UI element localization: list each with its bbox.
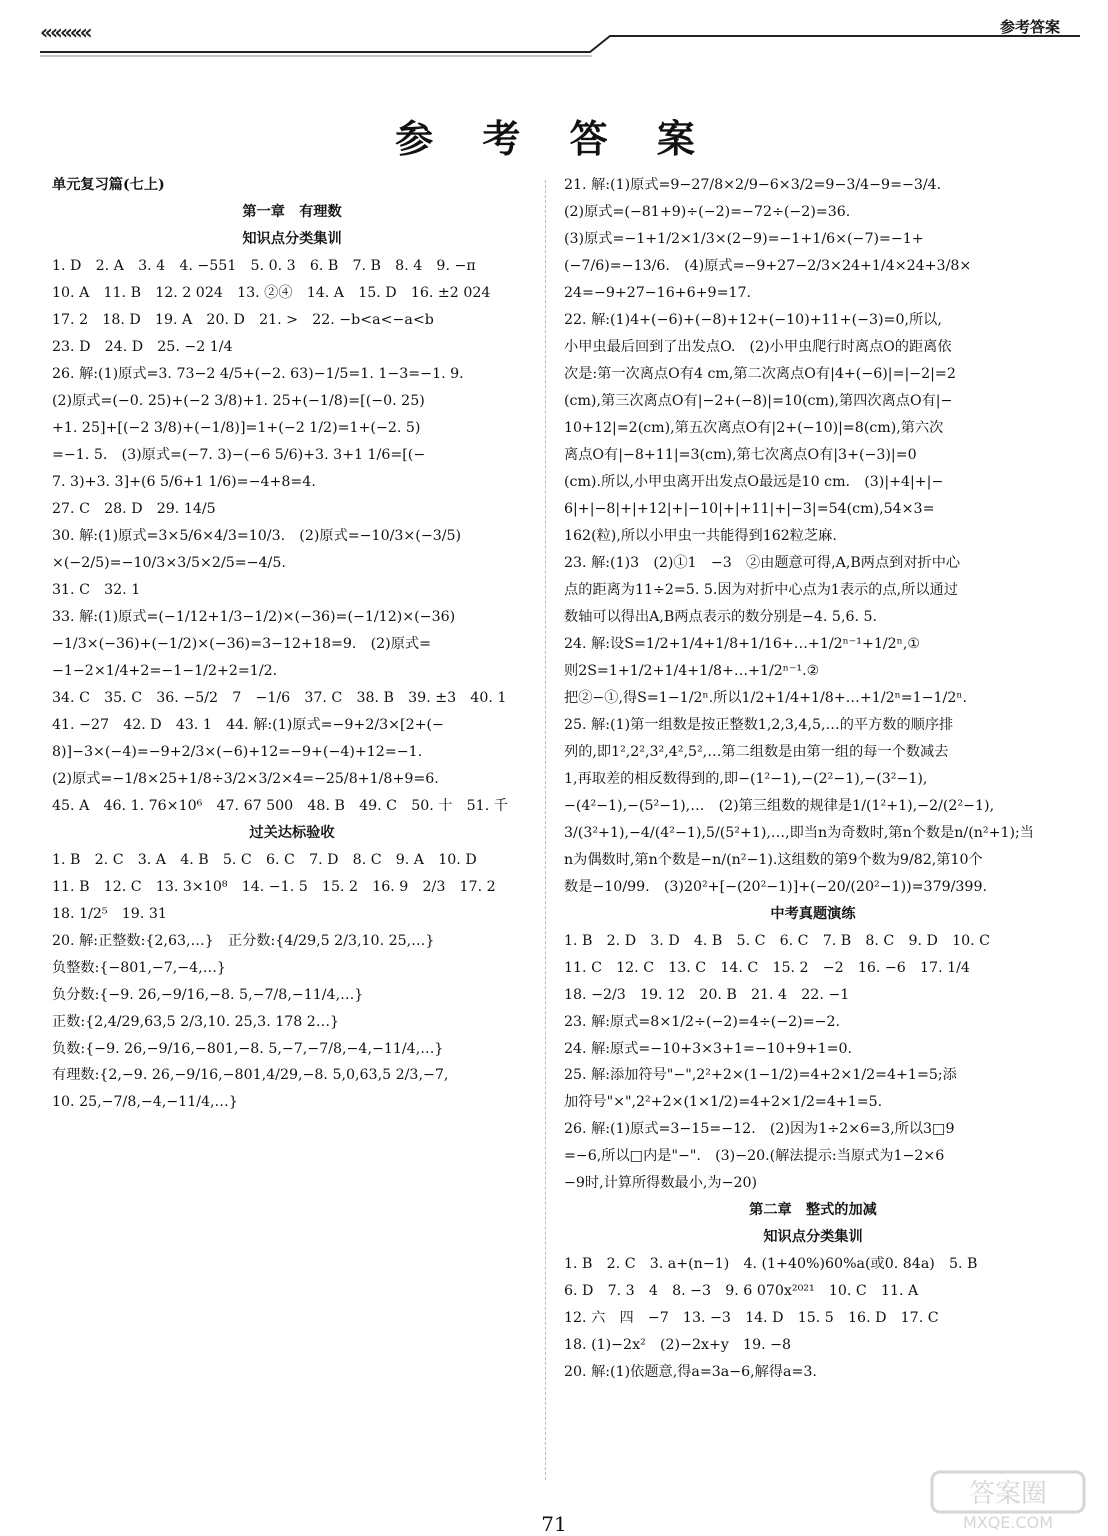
answer-line: n为偶数时,第n个数是−n/(n²−1).这组数的第9个数为9/82,第10个 xyxy=(564,851,983,868)
svg-text:答案圈: 答案圈 xyxy=(968,1479,1048,1509)
answer-line: 45. A 46. 1. 76×10⁶ 47. 67 500 48. B 49. C 50. 十 51. 千 xyxy=(52,797,508,814)
answer-line: 离点O有|−8+11|=3(cm),第七次离点O有|3+(−3)|=0 xyxy=(564,446,917,463)
answer-line: 有理数:{2,−9. 26,−9/16,−801,4/29,−8. 5,0,63,5 2/3,−7, xyxy=(52,1067,449,1084)
unit-heading: 单元复习篇(七上) xyxy=(52,177,165,193)
answer-line: 正数:{2,4/29,63,5 2/3,10. 25,3. 178 2…} xyxy=(52,1013,340,1030)
answer-line: 点的距离为11÷2=5. 5.因为对折中心点为1表示的点,所以通过 xyxy=(564,581,958,598)
answer-line: 10+12|=2(cm),第五次离点O有|2+(−10)|=8(cm),第六次 xyxy=(564,419,944,436)
answer-line: 次是:第一次离点O有4 cm,第二次离点O有|4+(−6)|=|−2|=2 xyxy=(564,365,956,382)
answer-line: 23. 解:(1)3 (2)①1 −3 ②由题意可得,A,B两点到对折中心 xyxy=(564,554,961,571)
answer-line: 3/(3²+1),−4/(4²−1),5/(5²+1),…,即当n为奇数时,第n个数是n/(n²+1);当 xyxy=(564,824,1034,841)
answer-line: −1−2×1/4+2=−1−1/2+2=1/2. xyxy=(52,662,278,679)
answer-line: 11. C 12. C 13. C 14. C 15. 2 −2 16. −6 17. 1/4 xyxy=(564,959,970,976)
answer-line: 6|+|−8|+|+12|+|−10|+|+11|+|−3|=54(cm),54×3= xyxy=(564,500,935,517)
answer-line: 17. 2 18. D 19. A 20. D 21. > 22. −b<a<−a<b xyxy=(52,311,434,328)
answer-line: 数是−10/99. (3)20²+[−(20²−1)]+(−20/(20²−1))=379/399. xyxy=(564,878,987,895)
answer-line: 负整数:{−801,−7,−4,…} xyxy=(52,959,226,976)
answer-line: −1/3×(−36)+(−1/2)×(−36)=3−12+18=9. (2)原式= xyxy=(52,635,431,652)
section-heading: 知识点分类集训 xyxy=(242,230,342,247)
answer-line: 10. A 11. B 12. 2 024 13. ②④ 14. A 15. D 16. ±2 024 xyxy=(52,284,491,301)
answer-line: 1. B 2. C 3. a+(n−1) 4. (1+40%)60%a(或0. 84a) 5. B xyxy=(564,1256,978,1273)
answer-line: 18. −2/3 19. 12 20. B 21. 4 22. −1 xyxy=(564,986,850,1003)
answer-line: 25. 解:(1)第一组数是按正整数1,2,3,4,5,…的平方数的顺序排 xyxy=(564,716,954,733)
answer-line: −(4²−1),−(5²−1),… (2)第三组数的规律是1/(1²+1),−2/(2²−1), xyxy=(564,797,995,814)
answer-line: 列的,即1²,2²,3²,4²,5²,…第二组数是由第一组的每一个数减去 xyxy=(564,743,949,760)
answer-line: −9时,计算所得数最小,为−20) xyxy=(564,1175,758,1192)
answer-line: (cm).所以,小甲虫离开出发点O最远是10 cm. (3)|+4|+|− xyxy=(564,473,944,490)
section-heading: 知识点分类集训 xyxy=(763,1229,863,1246)
answer-line: 10. 25,−7/8,−4,−11/4,…} xyxy=(52,1094,238,1111)
answer-line: 1. D 2. A 3. 4 4. −551 5. 0. 3 6. B 7. B 8. 4 9. −π xyxy=(52,257,476,274)
section-heading: 中考真题演练 xyxy=(770,905,856,922)
answer-line: 26. 解:(1)原式=3. 73−2 4/5+(−2. 63)−1/5=1. 1−3=−1. 9. xyxy=(52,365,464,382)
answer-line: 1. B 2. C 3. A 4. B 5. C 6. C 7. D 8. C 9. A 10. D xyxy=(52,851,477,868)
answer-line: 25. 解:添加符号"−",2²+2×(1−1/2)=4+2×1/2=4+1=5;添 xyxy=(564,1067,957,1084)
answer-line: 7. 3)+3. 3]+(6 5/6+1 1/6)=−4+8=4. xyxy=(52,473,316,490)
answer-line: 30. 解:(1)原式=3×5/6×4/3=10/3. (2)原式=−10/3×(−3/5) xyxy=(52,527,462,544)
header-label: 参考答案 xyxy=(999,18,1060,36)
answer-line: 33. 解:(1)原式=(−1/12+1/3−1/2)×(−36)=(−1/12)×(−36) xyxy=(52,608,456,625)
answer-line: 加符号"×",2²+2×(1×1/2)=4+2×1/2=4+1=5. xyxy=(564,1094,883,1111)
answer-line: 则2S=1+1/2+1/4+1/8+…+1/2ⁿ⁻¹.② xyxy=(564,662,820,679)
answer-line: 小甲虫最后回到了出发点O. (2)小甲虫爬行时离点O的距离依 xyxy=(564,338,952,355)
answer-line: 1. B 2. D 3. D 4. B 5. C 6. C 7. B 8. C 9. D 10. C xyxy=(564,932,990,949)
answer-line: 18. (1)−2x² (2)−2x+y 19. −8 xyxy=(564,1337,792,1354)
answer-line: 1,再取差的相反数得到的,即−(1²−1),−(2²−1),−(3²−1), xyxy=(564,770,928,787)
answer-line: (2)原式=(−81+9)÷(−2)=−72÷(−2)=36. xyxy=(564,203,851,220)
section-heading: 第一章 有理数 xyxy=(242,203,342,220)
answer-line: =−1. 5. (3)原式=(−7. 3)−(−6 5/6)+3. 3+1 1/6=[(− xyxy=(52,446,426,463)
answer-line: 把②−①,得S=1−1/2ⁿ.所以1/2+1/4+1/8+…+1/2ⁿ=1−1/2ⁿ. xyxy=(564,689,968,706)
answer-line: 6. D 7. 3 4 8. −3 9. 6 070x²⁰²¹ 10. C 11. A xyxy=(564,1283,919,1300)
answer-line: 26. 解:(1)原式=3−15=−12. (2)因为1÷2×6=3,所以3□9 xyxy=(564,1121,955,1138)
answer-line: 21. 解:(1)原式=9−27/8×2/9−6×3/2=9−3/4−9=−3/4. xyxy=(564,177,942,193)
answer-line: 34. C 35. C 36. −5/2 7 −1/6 37. C 38. B 39. ±3 40. 1 xyxy=(52,689,507,706)
answer-line: 数轴可以得出A,B两点表示的数分别是−4. 5,6. 5. xyxy=(564,608,878,625)
answer-line: 27. C 28. D 29. 14/5 xyxy=(52,500,216,517)
answer-line: 20. 解:(1)依题意,得a=3a−6,解得a=3. xyxy=(564,1364,817,1381)
answer-line: (2)原式=−1/8×25+1/8÷3/2×3/2×4=−25/8+1/8+9=6. xyxy=(52,770,439,787)
answer-line: ×(−2/5)=−10/3×3/5×2/5=−4/5. xyxy=(52,554,286,571)
svg-text:MXQE.COM: MXQE.COM xyxy=(962,1513,1054,1532)
answer-line: 8)]−3×(−4)=−9+2/3×(−6)+12=−9+(−4)+12=−1. xyxy=(52,743,423,760)
answer-line: 20. 解:正整数:{2,63,…} 正分数:{4/29,5 2/3,10. 25,…} xyxy=(52,932,435,949)
header-decoration xyxy=(0,0,1108,70)
section-heading: 过关达标验收 xyxy=(249,824,335,841)
answer-line: (cm),第三次离点O有|−2+(−8)|=10(cm),第四次离点O有|− xyxy=(564,392,953,409)
answer-line: 12. 六 四 −7 13. −3 14. D 15. 5 16. D 17. C xyxy=(564,1310,939,1327)
right-column xyxy=(564,172,1062,1386)
answer-line: 24. 解:设S=1/2+1/4+1/8+1/16+…+1/2ⁿ⁻¹+1/2ⁿ,① xyxy=(564,635,921,652)
answer-line: 24=−9+27−16+6+9=17. xyxy=(564,284,752,301)
page-title: 参 考 答 案 xyxy=(395,116,713,161)
answer-line: 负分数:{−9. 26,−9/16,−8. 5,−7/8,−11/4,…} xyxy=(52,986,364,1003)
answer-line: 23. 解:原式=8×1/2÷(−2)=4÷(−2)=−2. xyxy=(564,1013,841,1030)
answer-line: 22. 解:(1)4+(−6)+(−8)+12+(−10)+11+(−3)=0,所以, xyxy=(564,311,942,328)
answer-line: 31. C 32. 1 xyxy=(52,581,141,598)
answer-line: 23. D 24. D 25. −2 1/4 xyxy=(52,338,233,355)
header-ornament: ««««« xyxy=(40,20,90,44)
answer-line: 41. −27 42. D 43. 1 44. 解:(1)原式=−9+2/3×[2+(− xyxy=(52,716,444,733)
answer-line: 负数:{−9. 26,−9/16,−801,−8. 5,−7,−7/8,−4,−11/4,…} xyxy=(52,1040,444,1057)
answer-line: (3)原式=−1+1/2×1/3×(2−9)=−1+1/6×(−7)=−1+ xyxy=(564,230,924,247)
section-heading: 第二章 整式的加减 xyxy=(749,1202,877,1219)
answer-line: 24. 解:原式=−10+3×3+1=−10+9+1=0. xyxy=(564,1040,853,1057)
answer-line: +1. 25]+[(−2 3/8)+(−1/8)]=1+(−2 1/2)=1+(−2. 5) xyxy=(52,419,421,436)
answer-line: =−6,所以□内是"−". (3)−20.(解法提示:当原式为1−2×6 xyxy=(564,1148,945,1165)
column-divider xyxy=(545,180,546,1480)
left-column xyxy=(52,172,532,1116)
answer-line: (2)原式=(−0. 25)+(−2 3/8)+1. 25+(−1/8)=[(−0. 25) xyxy=(52,392,425,409)
answer-line: (−7/6)=−13/6. (4)原式=−9+27−2/3×24+1/4×24+3/8× xyxy=(564,257,972,274)
answer-line: 18. 1/2⁵ 19. 31 xyxy=(52,905,167,922)
answer-line: 11. B 12. C 13. 3×10⁸ 14. −1. 5 15. 2 16. 9 2/3 17. 2 xyxy=(52,878,496,895)
answer-line: 162(粒),所以小甲虫一共能得到162粒芝麻. xyxy=(564,527,837,544)
page-number: 71 xyxy=(541,1512,567,1536)
